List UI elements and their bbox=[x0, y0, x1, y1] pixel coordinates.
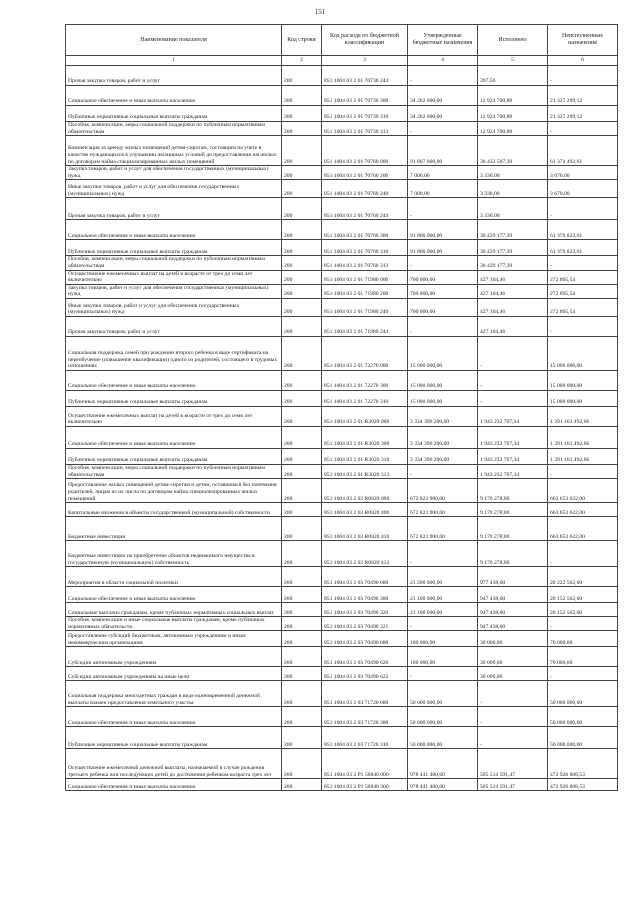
row-name: Предоставление субсидий бюджетным, автономным учреждениям и иным некоммерческим организациям bbox=[66, 631, 282, 647]
row-executed: 30 000,00 bbox=[478, 667, 548, 681]
row-executed: 1 943 232 707,34 bbox=[478, 464, 548, 478]
row-line-code: 200 bbox=[282, 284, 322, 298]
row-unexecuted: 272 895,54 bbox=[548, 284, 618, 298]
row-classification: 851 1004 03 2 02 R0820 410 bbox=[322, 517, 408, 541]
column-number: 5 bbox=[478, 56, 548, 66]
table-row bbox=[66, 390, 618, 406]
row-name: Социальное обеспечение и иные выплаты населению bbox=[66, 220, 282, 240]
table-row bbox=[66, 122, 618, 136]
column-number: 1 bbox=[66, 56, 282, 66]
row-name: Прочая закупка товаров, работ и услуг bbox=[66, 198, 282, 220]
table-row bbox=[66, 198, 618, 220]
table-row bbox=[66, 298, 618, 316]
table-row bbox=[66, 749, 618, 779]
row-line-code: 200 bbox=[282, 66, 322, 86]
row-name: Бюджетные инвестиции bbox=[66, 517, 282, 541]
row-approved: 3 334 396 200,00 bbox=[408, 448, 478, 464]
row-executed: - bbox=[478, 727, 548, 749]
row-executed: 3 330,00 bbox=[478, 166, 548, 180]
row-executed: 427 104,46 bbox=[478, 298, 548, 316]
row-name: Закупка товаров, работ и услуг для обеспечения государственных (муниципальных) нужд bbox=[66, 166, 282, 180]
row-name: Пособия, компенсации, меры социальной поддержки по публичным нормативным обязательствам bbox=[66, 464, 282, 478]
row-classification: 851 1004 03 2 01 70760 240 bbox=[322, 180, 408, 198]
row-classification: 851 1004 03 2 03 71720 000 bbox=[322, 681, 408, 707]
row-executed: 427 104,46 bbox=[478, 270, 548, 284]
header-line-code: Код строки bbox=[282, 25, 322, 56]
row-unexecuted: 50 000 000,00 bbox=[548, 681, 618, 707]
row-name: Социальное обеспечение и иные выплаты населению bbox=[66, 587, 282, 603]
header-unexecuted: Неисполненные назначения bbox=[548, 25, 618, 56]
row-line-code: 200 bbox=[282, 316, 322, 336]
table-row bbox=[66, 86, 618, 106]
row-line-code: 200 bbox=[282, 587, 322, 603]
row-unexecuted: - bbox=[548, 667, 618, 681]
row-classification: 851 1004 03 2 P1 50840 300 bbox=[322, 779, 408, 791]
row-executed: 12 924 700,88 bbox=[478, 106, 548, 122]
row-approved: 21 100 000,00 bbox=[408, 587, 478, 603]
row-approved: - bbox=[408, 464, 478, 478]
row-line-code: 200 bbox=[282, 406, 322, 426]
table-row bbox=[66, 270, 618, 284]
row-unexecuted: - bbox=[548, 198, 618, 220]
table-row bbox=[66, 406, 618, 426]
column-number: 3 bbox=[322, 56, 408, 66]
row-executed: - bbox=[478, 681, 548, 707]
row-classification: 851 1004 03 2 01 70760 244 bbox=[322, 198, 408, 220]
row-classification: 851 1004 03 2 01 71980 000 bbox=[322, 270, 408, 284]
header-name: Наименование показателя bbox=[66, 25, 282, 56]
row-executed: - bbox=[478, 390, 548, 406]
row-executed: 30 429 177,39 bbox=[478, 240, 548, 256]
row-classification: 851 1004 03 2 03 70490 320 bbox=[322, 603, 408, 617]
row-name: Прочая закупка товаров, работ и услуг bbox=[66, 316, 282, 336]
row-line-code: 200 bbox=[282, 779, 322, 791]
table-row bbox=[66, 647, 618, 667]
row-classification: 851 1004 03 2 01 72270 300 bbox=[322, 370, 408, 390]
table-row bbox=[66, 517, 618, 541]
row-approved: 700 000,00 bbox=[408, 284, 478, 298]
row-approved: - bbox=[408, 66, 478, 86]
row-executed: 30 429 177,39 bbox=[478, 256, 548, 270]
row-approved: 100 000,00 bbox=[408, 631, 478, 647]
row-approved: 3 334 396 200,00 bbox=[408, 406, 478, 426]
row-approved: 978 441 400,00 bbox=[408, 779, 478, 791]
row-name: Иные закупки товаров, работ и услуг для обеспечения государственных (муниципальных) нужд bbox=[66, 180, 282, 198]
table-row bbox=[66, 240, 618, 256]
row-name: Социальное обеспечение и иные выплаты населению bbox=[66, 370, 282, 390]
row-classification: 851 1004 03 2 01 70760 310 bbox=[322, 240, 408, 256]
table-body bbox=[66, 66, 618, 791]
row-unexecuted: 21 337 299,12 bbox=[548, 86, 618, 106]
row-classification: 851 1004 03 2 01 72270 310 bbox=[322, 390, 408, 406]
row-executed: 947 438,00 bbox=[478, 617, 548, 631]
row-approved: 7 000,00 bbox=[408, 166, 478, 180]
row-name: Осуществление ежемесячных выплат на детей в возрасте от трех до семи лет включительно bbox=[66, 406, 282, 426]
table-row bbox=[66, 336, 618, 370]
row-approved: 15 000 000,00 bbox=[408, 390, 478, 406]
row-line-code: 200 bbox=[282, 240, 322, 256]
row-classification: 851 1004 03 2 03 71720 310 bbox=[322, 727, 408, 749]
row-classification: 851 1004 03 2 01 R3020 313 bbox=[322, 464, 408, 478]
row-executed: 9 170 278,00 bbox=[478, 479, 548, 503]
row-approved: - bbox=[408, 122, 478, 136]
row-approved: 978 441 400,00 bbox=[408, 749, 478, 779]
row-approved: 91 800 000,00 bbox=[408, 240, 478, 256]
row-approved: - bbox=[408, 316, 478, 336]
row-classification: 851 1004 03 2 02 R0820 000 bbox=[322, 479, 408, 503]
column-number: 6 bbox=[548, 56, 618, 66]
row-executed: - bbox=[478, 336, 548, 370]
row-classification: 851 1004 03 2 01 70730 313 bbox=[322, 122, 408, 136]
row-classification: 851 1004 03 2 01 70730 310 bbox=[322, 106, 408, 122]
row-executed: 505 514 591,47 bbox=[478, 779, 548, 791]
row-unexecuted: 3 670,00 bbox=[548, 180, 618, 198]
row-approved: 21 200 000,00 bbox=[408, 567, 478, 587]
table-row bbox=[66, 567, 618, 587]
row-executed: 12 924 700,88 bbox=[478, 86, 548, 106]
row-approved: 15 000 000,00 bbox=[408, 336, 478, 370]
row-line-code: 200 bbox=[282, 681, 322, 707]
header-classification: Код расхода по бюджетной классификации bbox=[322, 25, 408, 56]
table-row bbox=[66, 779, 618, 791]
row-name: Социальное обеспечение и иные выплаты населению bbox=[66, 707, 282, 727]
row-name: Пособия, компенсации, меры социальной поддержки по публичным нормативным обязательствам bbox=[66, 256, 282, 270]
row-approved: 700 000,00 bbox=[408, 270, 478, 284]
row-line-code: 200 bbox=[282, 517, 322, 541]
row-name: Мероприятия в области социальной политики bbox=[66, 567, 282, 587]
row-line-code: 200 bbox=[282, 749, 322, 779]
row-line-code: 200 bbox=[282, 617, 322, 631]
row-approved: 672 823 900,00 bbox=[408, 517, 478, 541]
row-executed: 947 438,00 bbox=[478, 587, 548, 603]
table-row bbox=[66, 727, 618, 749]
row-classification: 851 1004 03 2 03 70490 000 bbox=[322, 567, 408, 587]
row-unexecuted: 663 653 622,00 bbox=[548, 503, 618, 517]
row-name: Социальное обеспечение и иные выплаты населению bbox=[66, 86, 282, 106]
row-unexecuted: 20 152 562,00 bbox=[548, 587, 618, 603]
row-line-code: 200 bbox=[282, 448, 322, 464]
row-approved: 50 000 000,00 bbox=[408, 727, 478, 749]
row-approved: 3 334 396 200,00 bbox=[408, 426, 478, 448]
table-row bbox=[66, 316, 618, 336]
row-approved: 91 800 000,00 bbox=[408, 220, 478, 240]
header-approved: Утвержденные бюджетные назначения bbox=[408, 25, 478, 56]
row-executed: 9 170 278,00 bbox=[478, 541, 548, 567]
row-name: Публичные нормативные социальные выплаты гражданам bbox=[66, 448, 282, 464]
column-number: 4 bbox=[408, 56, 478, 66]
row-approved: 34 262 000,00 bbox=[408, 86, 478, 106]
row-executed: 1 943 232 707,34 bbox=[478, 448, 548, 464]
row-name: Капитальные вложения в объекты государственной (муниципальной) собственности bbox=[66, 503, 282, 517]
row-unexecuted: - bbox=[548, 256, 618, 270]
table-row bbox=[66, 256, 618, 270]
table-row bbox=[66, 180, 618, 198]
page-number: 151 bbox=[314, 8, 326, 16]
table-row bbox=[66, 707, 618, 727]
row-executed: 3 330,00 bbox=[478, 180, 548, 198]
row-executed: 12 924 700,88 bbox=[478, 122, 548, 136]
table-row bbox=[66, 681, 618, 707]
row-name: Иные закупки товаров, работ и услуг для обеспечения государственных (муниципальных) нужд bbox=[66, 298, 282, 316]
row-approved: 672 823 900,00 bbox=[408, 479, 478, 503]
row-classification: 851 1004 03 2 01 72270 000 bbox=[322, 336, 408, 370]
row-unexecuted: 15 000 000,00 bbox=[548, 336, 618, 370]
table-row bbox=[66, 66, 618, 86]
row-executed: 30 000,00 bbox=[478, 631, 548, 647]
row-line-code: 200 bbox=[282, 166, 322, 180]
row-line-code: 200 bbox=[282, 336, 322, 370]
row-unexecuted: 70 000,00 bbox=[548, 647, 618, 667]
row-line-code: 200 bbox=[282, 270, 322, 284]
table-row bbox=[66, 136, 618, 166]
row-name: Публичные нормативные социальные выплаты гражданам bbox=[66, 727, 282, 749]
row-classification: 851 1004 03 2 03 70490 622 bbox=[322, 667, 408, 681]
row-approved: - bbox=[408, 667, 478, 681]
row-executed: 977 438,00 bbox=[478, 567, 548, 587]
row-unexecuted: 663 653 622,00 bbox=[548, 479, 618, 503]
row-approved: 672 823 900,00 bbox=[408, 503, 478, 517]
row-classification: 851 1004 03 2 03 70490 321 bbox=[322, 617, 408, 631]
row-unexecuted: 61 374 492,61 bbox=[548, 136, 618, 166]
row-executed: 30 432 507,39 bbox=[478, 136, 548, 166]
row-unexecuted: 272 895,54 bbox=[548, 270, 618, 284]
row-executed: 3 330,00 bbox=[478, 198, 548, 220]
row-approved: - bbox=[408, 541, 478, 567]
row-executed: 9 170 278,00 bbox=[478, 503, 548, 517]
row-name: Осуществление ежемесячной денежной выплаты, назначаемой в случае рождения третьего ребенка или последующих детей до достижения ребенком возраста трех лет bbox=[66, 749, 282, 779]
row-name: Предоставление жилых помещений детям-сиротам и детям, оставшимся без попечения родителей, лицам из их числа по договорам найма специализированных жилых помещений bbox=[66, 479, 282, 503]
row-classification: 851 1004 03 2 02 R0820 400 bbox=[322, 503, 408, 517]
row-executed: 947 438,00 bbox=[478, 603, 548, 617]
row-name: Бюджетные инвестиции на приобретение объектов недвижимого имущества в государственную (муниципальную) собственность bbox=[66, 541, 282, 567]
row-classification: 851 1004 03 2 02 R0820 412 bbox=[322, 541, 408, 567]
header-executed: Исполнено bbox=[478, 25, 548, 56]
row-unexecuted: 663 653 622,00 bbox=[548, 517, 618, 541]
row-name: Публичные нормативные социальные выплаты гражданам bbox=[66, 240, 282, 256]
row-unexecuted: 50 000 000,00 bbox=[548, 727, 618, 749]
row-classification: 851 1004 03 2 01 R3020 000 bbox=[322, 406, 408, 426]
row-line-code: 200 bbox=[282, 426, 322, 448]
row-unexecuted: - bbox=[548, 541, 618, 567]
table-row bbox=[66, 220, 618, 240]
row-classification: 851 1004 03 2 01 R3020 310 bbox=[322, 448, 408, 464]
row-line-code: 200 bbox=[282, 631, 322, 647]
row-classification: 851 1004 03 2 01 70760 000 bbox=[322, 136, 408, 166]
row-approved: 50 000 000,00 bbox=[408, 707, 478, 727]
table-row bbox=[66, 541, 618, 567]
row-line-code: 200 bbox=[282, 86, 322, 106]
row-approved: 15 000 000,00 bbox=[408, 370, 478, 390]
row-name: Пособия, компенсации, меры социальной поддержки по публичным нормативным обязательствам bbox=[66, 122, 282, 136]
row-line-code: 200 bbox=[282, 603, 322, 617]
row-unexecuted: 50 000 000,00 bbox=[548, 707, 618, 727]
row-unexecuted: 15 000 000,00 bbox=[548, 370, 618, 390]
row-approved: - bbox=[408, 198, 478, 220]
row-approved: - bbox=[408, 256, 478, 270]
row-executed: 397,56 bbox=[478, 66, 548, 86]
row-classification: 851 1004 03 2 01 71980 200 bbox=[322, 284, 408, 298]
row-approved: 91 807 000,00 bbox=[408, 136, 478, 166]
row-executed: - bbox=[478, 707, 548, 727]
row-unexecuted: 15 000 000,00 bbox=[548, 390, 618, 406]
row-name: Публичные нормативные социальные выплаты гражданам bbox=[66, 390, 282, 406]
row-unexecuted: - bbox=[548, 464, 618, 478]
table-row bbox=[66, 631, 618, 647]
row-classification: 851 1004 03 2 03 70490 300 bbox=[322, 587, 408, 603]
row-line-code: 200 bbox=[282, 198, 322, 220]
row-line-code: 200 bbox=[282, 647, 322, 667]
row-line-code: 200 bbox=[282, 136, 322, 166]
row-unexecuted: 20 222 562,00 bbox=[548, 567, 618, 587]
row-classification: 851 1004 03 2 03 70490 620 bbox=[322, 647, 408, 667]
row-name: Закупка товаров, работ и услуг для обеспечения государственных (муниципальных) нужд bbox=[66, 284, 282, 298]
row-unexecuted: 472 926 808,53 bbox=[548, 749, 618, 779]
row-line-code: 200 bbox=[282, 106, 322, 122]
row-approved: 34 262 000,00 bbox=[408, 106, 478, 122]
row-unexecuted: - bbox=[548, 617, 618, 631]
row-line-code: 200 bbox=[282, 707, 322, 727]
row-classification: 851 1004 03 2 01 70760 300 bbox=[322, 220, 408, 240]
row-line-code: 200 bbox=[282, 667, 322, 681]
row-executed: - bbox=[478, 370, 548, 390]
row-name: Прочая закупка товаров, работ и услуг bbox=[66, 66, 282, 86]
row-name: Социальное обеспечение и иные выплаты населению bbox=[66, 426, 282, 448]
row-executed: 1 943 232 707,34 bbox=[478, 426, 548, 448]
table-row bbox=[66, 587, 618, 603]
column-number-row bbox=[66, 56, 618, 66]
row-line-code: 200 bbox=[282, 567, 322, 587]
row-classification: 851 1004 03 2 01 70760 313 bbox=[322, 256, 408, 270]
row-unexecuted: 1 391 163 492,66 bbox=[548, 406, 618, 426]
row-unexecuted: 472 926 808,53 bbox=[548, 779, 618, 791]
row-classification: 851 1004 03 2 01 71980 240 bbox=[322, 298, 408, 316]
row-unexecuted: - bbox=[548, 316, 618, 336]
row-executed: 505 514 591,47 bbox=[478, 749, 548, 779]
row-executed: 9 170 278,00 bbox=[478, 517, 548, 541]
row-line-code: 200 bbox=[282, 727, 322, 749]
table-row bbox=[66, 284, 618, 298]
row-name: Публичные нормативные социальные выплаты гражданам bbox=[66, 106, 282, 122]
row-unexecuted: 272 895,54 bbox=[548, 298, 618, 316]
table-row bbox=[66, 448, 618, 464]
row-classification: 851 1004 03 2 P1 50840 000 bbox=[322, 749, 408, 779]
row-approved: 7 000,00 bbox=[408, 180, 478, 198]
table-row bbox=[66, 370, 618, 390]
row-unexecuted: 21 337 299,12 bbox=[548, 106, 618, 122]
row-line-code: 200 bbox=[282, 390, 322, 406]
row-executed: 1 943 232 707,34 bbox=[478, 406, 548, 426]
table-row bbox=[66, 667, 618, 681]
table-row bbox=[66, 603, 618, 617]
row-unexecuted: 61 370 822,61 bbox=[548, 240, 618, 256]
header-row bbox=[66, 25, 618, 56]
row-executed: 427 104,46 bbox=[478, 284, 548, 298]
row-line-code: 200 bbox=[282, 122, 322, 136]
row-unexecuted: - bbox=[548, 122, 618, 136]
column-number: 2 bbox=[282, 56, 322, 66]
row-name: Социальные выплаты гражданам, кроме публичных нормативных социальных выплат bbox=[66, 603, 282, 617]
row-name: Социальное обеспечение и иные выплаты населению bbox=[66, 779, 282, 791]
row-classification: 851 1004 03 2 03 70490 600 bbox=[322, 631, 408, 647]
row-unexecuted: 1 391 163 492,66 bbox=[548, 448, 618, 464]
row-line-code: 200 bbox=[282, 464, 322, 478]
row-name: Субсидии автономным учреждениям bbox=[66, 647, 282, 667]
row-name: Социальная поддержка семей при рождении второго ребенка в виде сертификата на переобучение (повышение квалификации) одного из родителей, состоящего в трудовых отношениях bbox=[66, 336, 282, 370]
row-line-code: 200 bbox=[282, 220, 322, 240]
table-row bbox=[66, 617, 618, 631]
row-line-code: 200 bbox=[282, 479, 322, 503]
table-row bbox=[66, 479, 618, 503]
row-name: Субсидии автономным учреждениям на иные цели bbox=[66, 667, 282, 681]
row-line-code: 200 bbox=[282, 298, 322, 316]
row-unexecuted: 1 391 163 492,66 bbox=[548, 426, 618, 448]
row-line-code: 200 bbox=[282, 180, 322, 198]
row-executed: 30 000,00 bbox=[478, 647, 548, 667]
row-classification: 851 1004 03 2 01 70760 200 bbox=[322, 166, 408, 180]
table-row bbox=[66, 426, 618, 448]
row-classification: 851 1004 03 2 01 70730 244 bbox=[322, 66, 408, 86]
row-approved: - bbox=[408, 617, 478, 631]
row-name: Социальная поддержка многодетных граждан в виде единовременной денежной выплаты взамен предоставления земельного участка bbox=[66, 681, 282, 707]
table-row bbox=[66, 464, 618, 478]
row-approved: 50 000 000,00 bbox=[408, 681, 478, 707]
row-approved: 700 000,00 bbox=[408, 298, 478, 316]
row-classification: 851 1004 03 2 01 70730 300 bbox=[322, 86, 408, 106]
row-line-code: 200 bbox=[282, 541, 322, 567]
table-row bbox=[66, 166, 618, 180]
budget-execution-table bbox=[65, 24, 618, 791]
row-unexecuted: 61 370 822,61 bbox=[548, 220, 618, 240]
row-executed: 427 104,46 bbox=[478, 316, 548, 336]
table-row bbox=[66, 106, 618, 122]
row-approved: 21 100 000,00 bbox=[408, 603, 478, 617]
row-unexecuted: - bbox=[548, 66, 618, 86]
row-unexecuted: 70 000,00 bbox=[548, 631, 618, 647]
row-unexecuted: 20 152 562,00 bbox=[548, 603, 618, 617]
row-executed: 30 429 177,39 bbox=[478, 220, 548, 240]
table-row bbox=[66, 503, 618, 517]
row-line-code: 200 bbox=[282, 256, 322, 270]
row-approved: 100 000,00 bbox=[408, 647, 478, 667]
row-line-code: 200 bbox=[282, 503, 322, 517]
row-line-code: 200 bbox=[282, 370, 322, 390]
row-classification: 851 1004 03 2 03 71720 300 bbox=[322, 707, 408, 727]
row-name: Осуществление ежемесячных выплат на детей в возрасте от трех до семи лет включительно bbox=[66, 270, 282, 284]
row-name: Компенсация за аренду жилых помещений детям-сиротам, состоящим на учете в качестве нуждающихся в улучшении жилищных условий до предоставления им жилых по договорам найма специализированных жилых помещений bbox=[66, 136, 282, 166]
row-unexecuted: 3 670,00 bbox=[548, 166, 618, 180]
row-name: Пособия, компенсации и иные социальные выплаты гражданам, кроме публичных нормативных обязательств bbox=[66, 617, 282, 631]
row-classification: 851 1004 03 2 01 R3020 300 bbox=[322, 426, 408, 448]
row-classification: 851 1004 03 2 01 71980 244 bbox=[322, 316, 408, 336]
